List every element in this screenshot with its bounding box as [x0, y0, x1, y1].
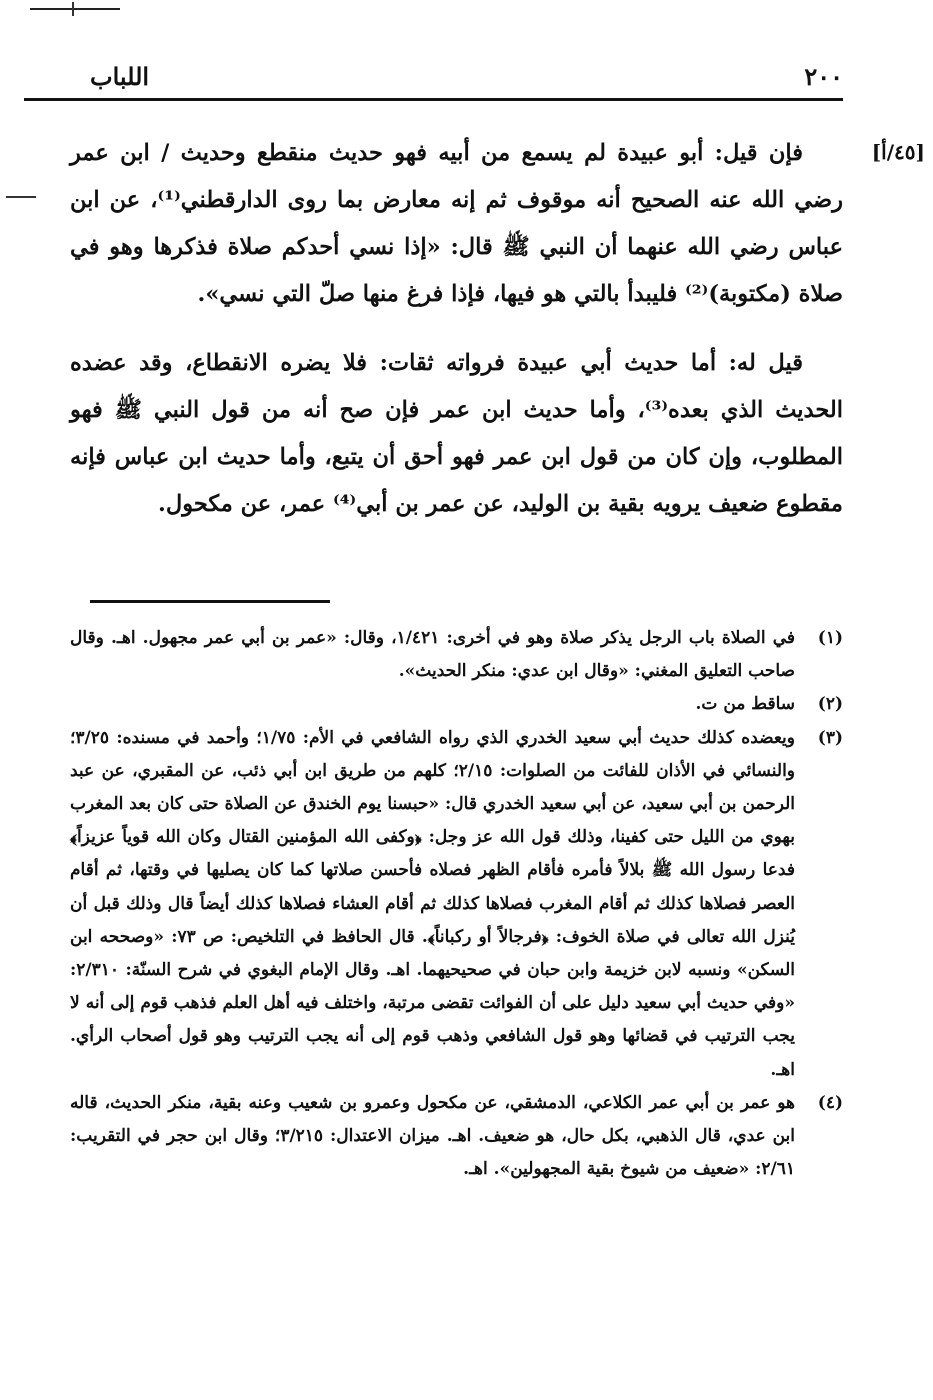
running-title: اللباب: [90, 62, 150, 91]
margin-mark: [6, 196, 36, 198]
footnote-number: (٤): [817, 1092, 843, 1113]
footnote-text: ويعضده كذلك حديث أبي سعيد الخدري الذي رواه الشافعي في الأم: ١/٧٥؛ وأحمد في مسنده: ٣/٢٥؛ والنسائي في الأذان للفائت من الصلوات: ٢/١٥؛ كلهم من طريق ابن أبي ذئب، عن المقبري، عن عبد الرحمن بن أبي سعيد، عن أبي سعيد الخدري قال: «حبسنا يوم الخندق عن الصلاة حتى كان بعد المغرب بهوي من الليل حتى كفينا، وذلك قول الله عز وجل: ﴿وكفى الله المؤمنين القتال وكان الله قوياً عزيزاً﴾ فدعا رسول الله ﷺ بلالاً فأمره فأقام الظهر فصلاه فأحسن صلاتها كما كان يصليها في وقتها، ثم أقام العصر فصلاها كذلك ثم أقام المغرب فصلاها كذلك ثم أقام العشاء فصلاها كذلك أيضاً قال وذلك قبل أن يُنزل الله تعالى في صلاة الخوف: ﴿فرجالاً أو ركباناً﴾. قال الحافظ في التلخيص: ص ٧٣: «وصححه ابن السكن» ونسبه لابن خزيمة وابن حبان في صحيحيهما. اهـ. وقال الإمام البغوي في شرح السنّة: ٢/٣١٠: «وفي حديث أبي سعيد دليل على أن الفوائت تقضى مرتبة، واختلف فيه أهل العلم فذهب قوم إلى أنه لا يجب الترتيب في قضائها وهو قول الشافعي وذهب قوم إلى أنه يجب الترتيب وهو قول أصحاب الرأي. اهـ.: [70, 727, 795, 1080]
page-number: ٢٠٠: [804, 62, 843, 91]
manuscript-folio-reference: [٤٥/أ]: [871, 140, 925, 164]
scan-edge-mark: [30, 8, 120, 10]
footnote-3: [70, 722, 843, 1087]
footnote-text: ساقط من ت.: [695, 694, 795, 715]
footnote-number: (٣): [817, 727, 843, 748]
footnote-number: (١): [817, 628, 843, 648]
main-paragraph-1: فإن قيل: أبو عبيدة لم يسمع من أبيه فهو حديث منقطع وحديث / ابن عمر رضي الله عنه الصحيح أنه موقوف ثم إنه معارض بما روى الدارقطني⁽¹⁾، عن ابن عباس رضي الله عنهما أن النبي ﷺ قال: «إذا نسي أحدكم صلاة فذكرها وهو في صلاة (مكتوبة)⁽²⁾ فليبدأ بالتي هو فيها، فإذا فرغ منها صلّ التي نسي».: [70, 140, 843, 307]
main-paragraph-2: قيل له: أما حديث أبي عبيدة فرواته ثقات: فلا يضره الانقطاع، وقد عضده الحديث الذي بعده⁽³⁾، وأما حديث ابن عمر فإن صح أنه من قول النبي ﷺ فهو المطلوب، وإن كان من قول ابن عمر فهو أحق أن يتبع، وأما حديث ابن عباس فإنه مقطوع ضعيف يرويه بقية بن الوليد، عن عمر بن أبي⁽⁴⁾ عمر، عن مكحول.: [70, 350, 843, 517]
footnote-separator: [90, 600, 330, 603]
scan-edge-tick: [72, 2, 74, 16]
footnote-number: (٢): [817, 694, 843, 715]
footnote-text: هو عمر بن أبي عمر الكلاعي، الدمشقي، عن مكحول وعمرو بن شعيب وعنه بقية، منكر الحديث، قاله ابن عدي، قال الذهبي، بكل حال، هو ضعيف. اهـ. ميزان الاعتدال: ٣/٢١٥؛ وقال ابن حجر في التقريب: ٢/٦١: «ضعيف من شيوخ بقية المجهولين». اهـ.: [70, 1092, 795, 1180]
footnote-2: [70, 688, 843, 721]
footnote-1: [70, 622, 843, 688]
footnote-4: [70, 1087, 843, 1187]
footnote-text: في الصلاة باب الرجل يذكر صلاة وهو في أخرى: ١/٤٢١، وقال: «عمر بن أبي عمر مجهول. اهـ. وقال صاحب التعليق المغني: «وقال ابن عدي: منكر الحديث».: [70, 628, 795, 682]
page-header: [90, 60, 843, 100]
footnotes: [70, 622, 843, 1186]
main-body-text: [70, 130, 843, 550]
header-rule: [24, 98, 843, 101]
